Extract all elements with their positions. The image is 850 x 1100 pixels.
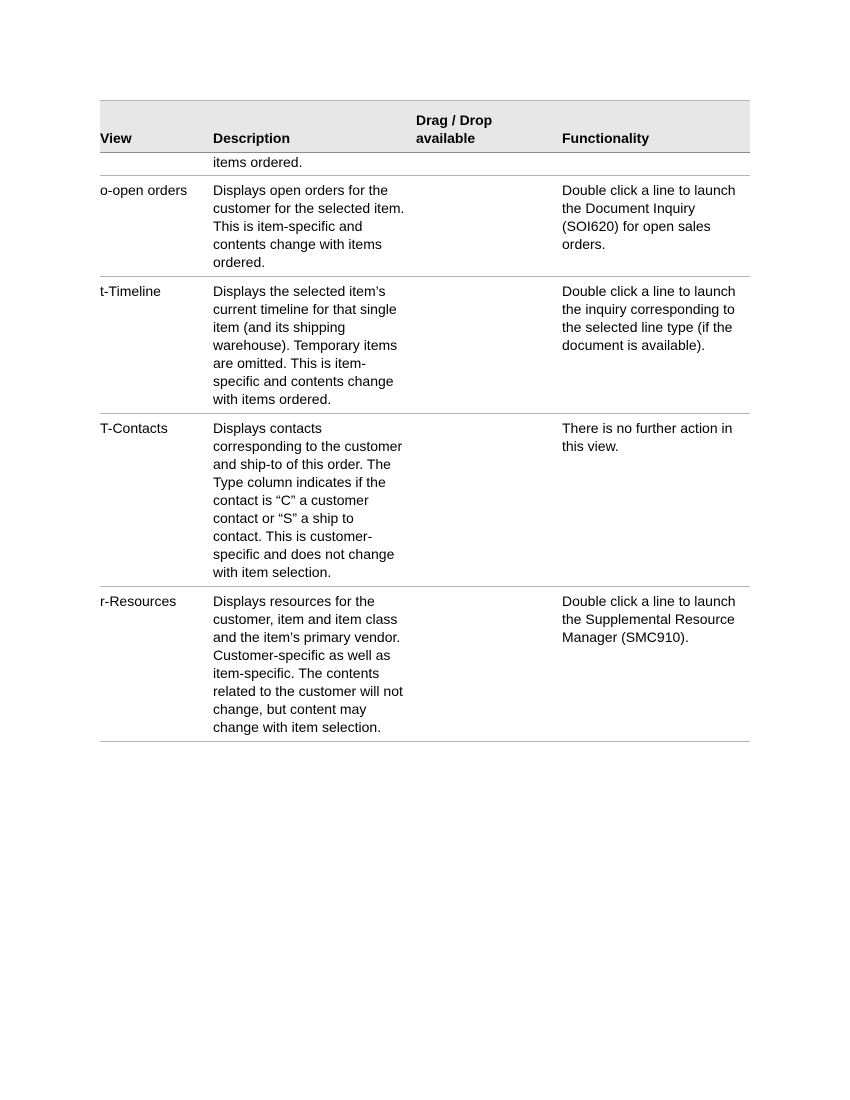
cell-view <box>100 153 213 176</box>
table-row <box>100 153 750 176</box>
view-functionality: There is no further action in this view. <box>562 420 733 454</box>
cell-view <box>100 176 213 277</box>
view-description: Displays the selected item’s current timeline for that single item (and its shipping warehouse). Temporary items are omitted. This is item-specific and contents change with items ordered. <box>213 283 398 407</box>
header-functionality: Functionality <box>562 101 750 153</box>
table-row <box>100 176 750 277</box>
cell-description <box>213 414 416 587</box>
header-drag-drop-label: Drag / Drop available <box>416 112 493 146</box>
cell-functionality <box>562 277 750 414</box>
cell-functionality <box>562 587 750 742</box>
view-description: Displays contacts corresponding to the customer and ship-to of this order. The Type column indicates if the contact is “C” a customer contact or “S” a ship to contact. This is customer-specific and does not change with item selection. <box>213 420 403 580</box>
table-row <box>100 587 750 742</box>
document-page <box>100 100 750 742</box>
header-row <box>100 101 750 153</box>
table-header <box>100 101 750 153</box>
cell-description <box>213 587 416 742</box>
cell-functionality <box>562 176 750 277</box>
cell-drag-drop <box>416 176 562 277</box>
header-drag-drop <box>416 101 562 153</box>
table-row <box>100 277 750 414</box>
view-name: o-open orders <box>100 182 188 198</box>
cell-functionality <box>562 414 750 587</box>
table-body <box>100 153 750 742</box>
cell-functionality <box>562 153 750 176</box>
table-row <box>100 414 750 587</box>
cell-description <box>213 176 416 277</box>
view-functionality: Double click a line to launch the Supplemental Resource Manager (SMC910). <box>562 593 736 645</box>
header-view: View <box>100 101 213 153</box>
views-table <box>100 100 750 742</box>
cell-description <box>213 153 416 176</box>
view-functionality: Double click a line to launch the Document Inquiry (SOI620) for open sales orders. <box>562 182 736 252</box>
cell-description <box>213 277 416 414</box>
view-description: items ordered. <box>213 154 303 170</box>
view-description: Displays resources for the customer, item and item class and the item’s primary vendor. Customer-specific as well as item-specific. The contents related to the customer will not change, but content may change with item selection. <box>213 593 403 735</box>
cell-drag-drop <box>416 153 562 176</box>
view-functionality: Double click a line to launch the inquiry corresponding to the selected line type (if the document is available). <box>562 283 736 353</box>
view-name: T-Contacts <box>100 420 168 436</box>
cell-drag-drop <box>416 587 562 742</box>
cell-drag-drop <box>416 414 562 587</box>
view-name: t-Timeline <box>100 283 161 299</box>
cell-drag-drop <box>416 277 562 414</box>
cell-view <box>100 414 213 587</box>
cell-view <box>100 587 213 742</box>
cell-view <box>100 277 213 414</box>
view-description: Displays open orders for the customer for the selected item. This is item-specific and contents change with items ordered. <box>213 182 405 270</box>
view-name: r-Resources <box>100 593 177 609</box>
header-description: Description <box>213 101 416 153</box>
